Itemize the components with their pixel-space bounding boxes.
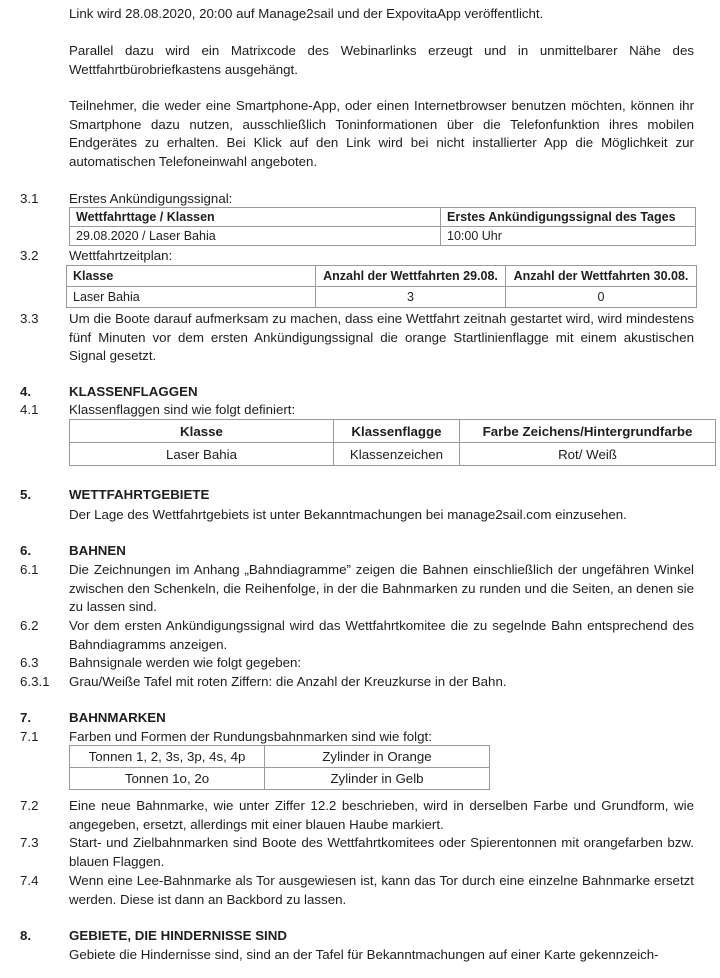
intro-paragraph-1: Link wird 28.08.2020, 20:00 auf Manage2sail und der ExpovitaApp veröffentlicht. — [69, 6, 544, 21]
section-5-number: 5. — [20, 487, 32, 502]
class-flags-header-class: Klasse — [70, 420, 334, 443]
class-flags-table — [69, 419, 716, 466]
schedule-cell-day2: 0 — [506, 287, 697, 308]
section-6-2-number: 6.2 — [20, 618, 39, 633]
marks-table — [69, 745, 490, 790]
schedule-table — [66, 265, 697, 308]
section-6-3-number: 6.3 — [20, 655, 39, 670]
section-6-title: BAHNEN — [69, 543, 126, 558]
first-signal-header-time: Erstes Ankündigungssignal des Tages — [441, 208, 696, 227]
marks-cell-r1-buoys: Tonnen 1, 2, 3s, 3p, 4s, 4p — [70, 746, 265, 768]
section-6-1-number: 6.1 — [20, 562, 39, 577]
marks-cell-r2-shape: Zylinder in Gelb — [265, 768, 490, 790]
first-signal-table — [69, 207, 696, 246]
section-3-3-number: 3.3 — [20, 311, 39, 326]
section-7-2-text: Eine neue Bahnmarke, wie unter Ziffer 12.2 beschrieben, wird in derselben Farbe und Grundform, wie angegeben, ersetzt, allerdings mit einer blauen Haube markiert. — [69, 798, 694, 832]
section-7-4-number: 7.4 — [20, 873, 39, 888]
section-4-title: KLASSENFLAGGEN — [69, 384, 198, 399]
section-7-2-number: 7.2 — [20, 798, 39, 813]
section-4-number: 4. — [20, 384, 32, 399]
first-signal-cell-time: 10:00 Uhr — [441, 227, 696, 246]
first-signal-cell-days: 29.08.2020 / Laser Bahia — [70, 227, 441, 246]
section-8-title: GEBIETE, DIE HINDERNISSE SIND — [69, 928, 287, 943]
section-3-1-label: Erstes Ankündigungssignal: — [69, 191, 233, 206]
section-7-1-text: Farben und Formen der Rundungsbahnmarken sind wie folgt: — [69, 729, 432, 744]
intro-paragraph-3: Teilnehmer, die weder eine Smartphone-App, oder einen Internetbrowser benutzen möchten, können ihr Smartphone dazu nutzen, ausschließlich Toninformationen über die Telefonfunktion ihres mobilen Endgerätes zu erhalten. Bei Klick auf den Link wird bei nicht installierter App die Möglichkeit zur automatischen Telefoneinwahl angeboten. — [69, 98, 694, 169]
section-5-title: WETTFAHRTGEBIETE — [69, 487, 210, 502]
section-6-3-1-number: 6.3.1 — [20, 674, 50, 689]
section-6-1-text: Die Zeichnungen im Anhang „Bahndiagramme” zeigen die Bahnen einschließlich der ungefähren Winkel zwischen den Schenkeln, die Reihenfolge, in der die Bahnmarken zu runden und die Seiten, an denen sie zu lassen sind. — [69, 562, 694, 614]
section-4-1-text: Klassenflaggen sind wie folgt definiert: — [69, 402, 296, 417]
class-flags-header-color: Farbe Zeichens/Hintergrundfarbe — [460, 420, 716, 443]
class-flags-cell-flag: Klassenzeichen — [334, 443, 460, 466]
header-corner-text — [626, 0, 700, 1]
schedule-header-day2: Anzahl der Wettfahrten 30.08. — [506, 266, 697, 287]
marks-cell-r1-shape: Zylinder in Orange — [265, 746, 490, 768]
schedule-header-day1: Anzahl der Wettfahrten 29.08. — [316, 266, 506, 287]
first-signal-header-days: Wettfahrttage / Klassen — [70, 208, 441, 227]
marks-cell-r2-buoys: Tonnen 1o, 2o — [70, 768, 265, 790]
section-6-2-text: Vor dem ersten Ankündigungssignal wird das Wettfahrtkomitee die zu segelnde Bahn entsprechend des Bahndiagramms anzeigen. — [69, 618, 694, 652]
section-8-number: 8. — [20, 928, 32, 943]
schedule-cell-class: Laser Bahia — [67, 287, 316, 308]
section-7-3-number: 7.3 — [20, 835, 39, 850]
section-7-number: 7. — [20, 710, 32, 725]
section-8-text: Gebiete die Hindernisse sind, sind an der Tafel für Bekanntmachungen auf einer Karte gekennzeich- — [69, 947, 659, 962]
section-7-1-number: 7.1 — [20, 729, 39, 744]
section-6-number: 6. — [20, 543, 32, 558]
section-3-1-number: 3.1 — [20, 191, 39, 206]
section-7-3-text: Start- und Zielbahnmarken sind Boote des Wettfahrtkomitees oder Spierentonnen mit orangefarben bzw. blauen Flaggen. — [69, 835, 694, 869]
section-7-title: BAHNMARKEN — [69, 710, 166, 725]
class-flags-cell-color: Rot/ Weiß — [460, 443, 716, 466]
section-7-4-text: Wenn eine Lee-Bahnmarke als Tor ausgewiesen ist, kann das Tor durch eine einzelne Bahnmarke ersetzt werden. Diese ist dann an Backbord zu lassen. — [69, 873, 694, 907]
schedule-cell-day1: 3 — [316, 287, 506, 308]
section-4-1-number: 4.1 — [20, 402, 39, 417]
intro-paragraph-2: Parallel dazu wird ein Matrixcode des Webinarlinks erzeugt und in unmittelbarer Nähe des Wettfahrtbürobriefkastens ausgehängt. — [69, 43, 694, 77]
section-6-3-text: Bahnsignale werden wie folgt gegeben: — [69, 655, 302, 670]
section-3-2-number: 3.2 — [20, 248, 39, 263]
class-flags-header-flag: Klassenflagge — [334, 420, 460, 443]
class-flags-cell-class: Laser Bahia — [70, 443, 334, 466]
section-6-3-1-text: Grau/Weiße Tafel mit roten Ziffern: die Anzahl der Kreuzkurse in der Bahn. — [69, 674, 507, 689]
section-3-3-text: Um die Boote darauf aufmerksam zu machen, dass eine Wettfahrt zeitnah gestartet wird, wird mindestens fünf Minuten vor dem ersten Ankündigungssignal die orange Startlinienflagge mit einem akustischen Signal gesetzt. — [69, 311, 694, 363]
schedule-header-class: Klasse — [67, 266, 316, 287]
section-3-2-label: Wettfahrtzeitplan: — [69, 248, 173, 263]
section-5-text: Der Lage des Wettfahrtgebiets ist unter Bekanntmachungen bei manage2sail.com einzusehen. — [69, 507, 627, 522]
